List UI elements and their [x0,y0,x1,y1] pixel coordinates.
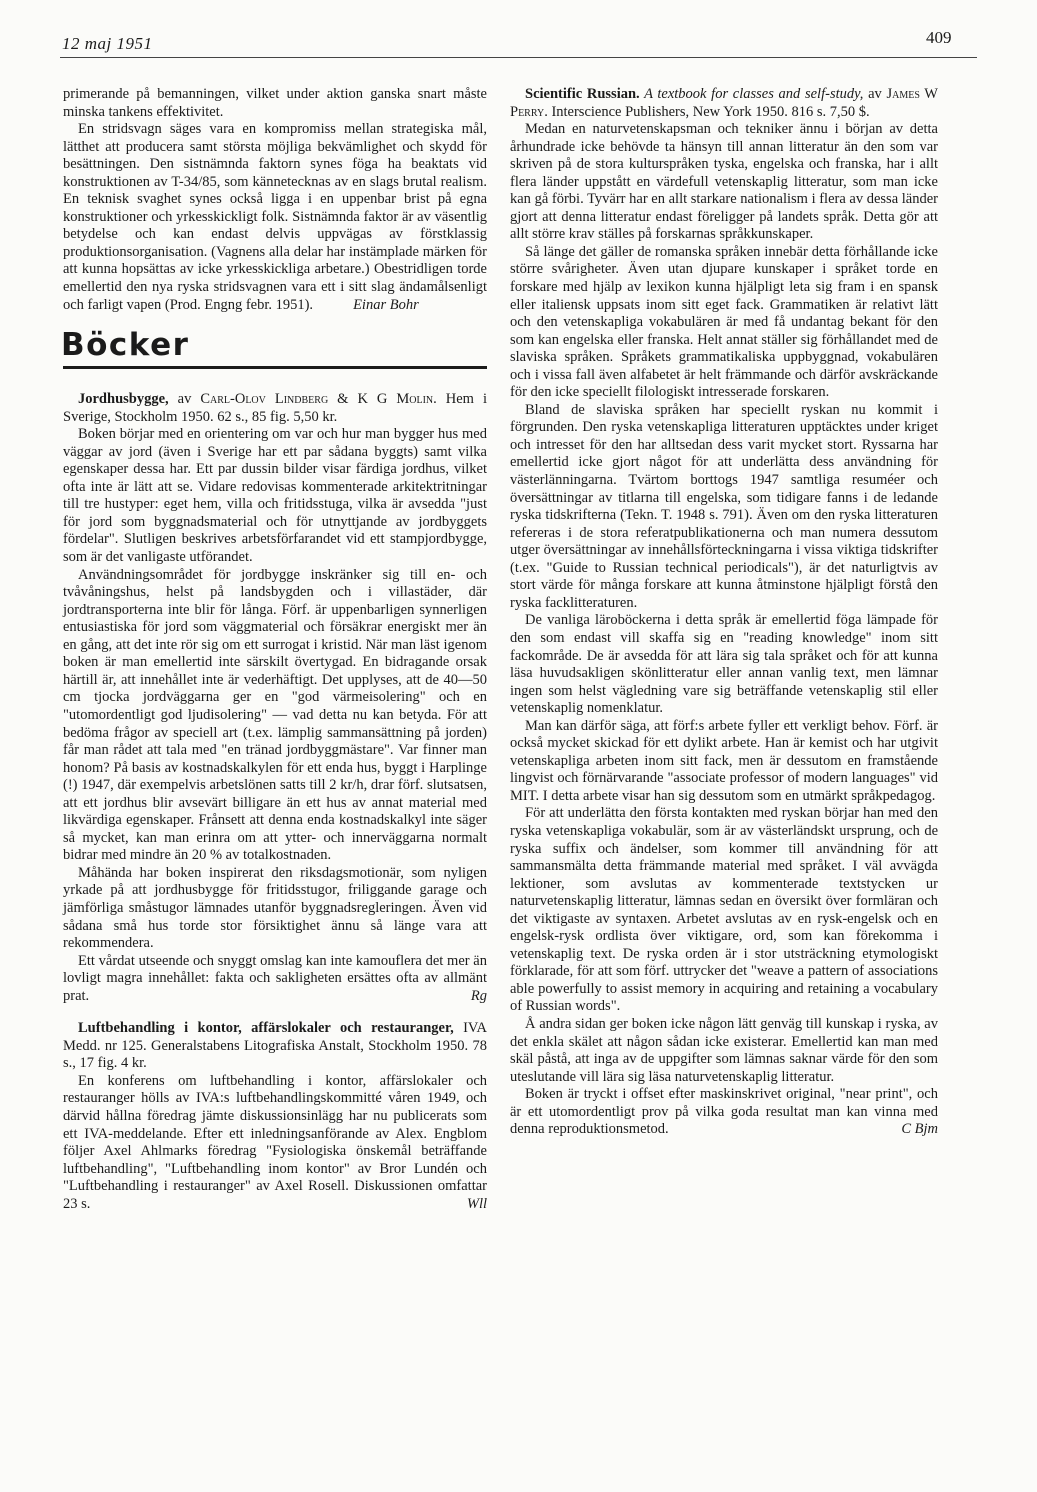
book-title: Scientific Russian. [525,86,640,102]
section-rule [63,366,487,369]
review-heading-luftbehandling [63,1020,487,1073]
book-title: Luftbehandling i kontor, affärslokaler och restauranger, [78,1020,454,1037]
review-paragraph [63,953,487,1006]
review-heading-jordhusbygge [63,391,487,426]
right-column [510,86,938,1139]
review-paragraph [63,1073,487,1213]
review-heading-scientific-russian [510,86,938,121]
left-column [63,86,487,1213]
header-date: 12 maj 1951 [62,34,153,53]
review-paragraph: För att underlätta den första kontakten med ryskan börjar han med den ryska vetenskapliga vokabulär, som är av västerländskt ursprung, och de ryska suffix och ändelser, som kommer till användning för att sammansmälta detta främmande material med språket. I väl avvägda lektioner, som avslutas av kommenterade textstycken ur naturvetenskaplig litteratur, lämnas sedan en översikt över formläran och det viktigaste av syntaxen. Arbetet avslutas av en rysk-engelsk och en engelsk-rysk ordlista över viktigare, ord, som kan förekomma i vetenskaplig text. De ryska orden är i stor utsträckning etymologiskt förklarade, för att som förf. uttrycker det "weave a pattern of associations able powerfully to assist memory in acquiring and retaining a vocabulary of Russian words". [510,805,938,1015]
publication-info: IVA Medd. nr 125. Generalstabens Litografiska Anstalt, Stockholm 1950. 78 s., 17 fig. 4 kr. [63,1020,488,1072]
signature-einar-bohr: Einar Bohr [353,296,419,313]
byline-prefix: av [168,391,201,408]
review-paragraph: Måhända har boken inspirerat den riksdagsmotionär, som nyligen yrkade på att jordhusbygge för fritidsstugor, friliggande garage och jämförliga småstugor lämnades utanför byggnadsregleringen. Även vid sådana små hus torde stor försiktighet ännu så länge vara att rekommendera. [63,864,487,952]
signature-rg: Rg [470,987,487,1004]
section-title-bocker: Böcker [61,327,190,364]
book-subtitle: A textbook for classes and self-study, [639,86,864,102]
header-rule [60,57,977,58]
byline-prefix: av [863,86,887,102]
review-paragraph-text: En konferens om luftbehandling i kontor, affärslokaler och restauranger hölls av IVA:s luftbehandlingskommitté våren 1949, och därvid hållna föredrag jämte diskussionsinlägg har nu publicerats som ett IVA-meddelande. Efter ett inledningsanförande av Alex. Engblom följer Axel Ahlmarks föredrag "Fysiologiska önskemål beträffande luftbehandling", "Luftbehandling inom kontor" av Bror Lundén och "Luftbehandling i restauranger" av Axel Rosell. Diskussionen omfattar 23 s. [63,1072,487,1212]
publication-info: . Interscience Publishers, New York 1950. 816 s. 7,50 $. [544,103,870,120]
review-paragraph: De vanliga läroböckerna i detta språk är emellertid föga lämpade för den som endast vill skaffa sig en "reading knowledge" inom sitt fackområde. De är avsedda för att lära sig tala språket och för att kunna läsa huvudsakligen skönlitteratur eller annan vanlig text, men lämnar ingen som helst vägledning vare sig beträffande vetenskaplig stil eller vetenskaplig nomenklatur. [510,612,938,717]
review-paragraph [510,1086,938,1139]
spacer [63,1005,487,1020]
review-paragraph: Boken börjar med en orientering om var och hur man bygger hus med väggar av jord (även i Sverige har ett par sådana byggts) samt vilka egenskaper dessa har. Ett par dussin bilder visar färdiga jordhus, vilket ofta inte är lätt att se. Vidare redovisas kommenterade arkitektritningar till tre hustyper: eget hem, villa och fritidsstuga, vilka är avsedda "just för jord som byggnadsmaterial och för utnyttjande av jordbyggets fördelar". Slutligen beskrives arbetsförfarandet vid ett stampjordbygge, som är det vanligaste utförandet. [63,426,487,566]
review-paragraph-text: Ett vårdat utseende och snyggt omslag kan inte kamouflera det mer än lovligt magra innehållet: fakta och sakligheten ersättes ofta av allmänt prat. [63,952,487,1004]
tank-paragraph [63,121,487,314]
publication-info: . Hem i Sverige, Stockholm 1950. 62 s., 85 fig. 5,50 kr. [63,391,487,425]
book-authors: Carl-Olov Lindberg & K G Molin [200,391,434,408]
continuation-paragraph: primerande på bemanningen, vilket under aktion ganska snart måste minska tankens effektivitet. [63,86,487,120]
review-paragraph: Man kan därför säga, att förf:s arbete fyller ett verkligt behov. Förf. är också mycket skickad för ett dylikt arbete. Han är kemist och har utgivit vetenskapliga arbeten inom sitt fack, men är dessutom en framstående lingvist och förnärvarande "associate professor of modern languages" vid MIT. I detta arbete visar han sig dessutom som en utmärkt språkpedagog. [510,717,938,804]
review-paragraph-text: Boken är tryckt i offset efter maskinskrivet original, "near print", och är ett utomordentligt prov på vilka goda resultat man kan vinna med denna reproduktionsmetod. [510,1086,938,1138]
review-paragraph: Användningsområdet för jordbygge inskränker sig till en- och tvåvåningshus, helst på landsbygden och i villastäder, där jordtransporterna inte blir för långa. Förf. är uppenbarligen synnerligen entusiastiska för jord som väggmaterial och försäkrar energiskt mer än en gång, att det inte rör sig om ett surrogat i kristid. När man läst igenom boken är man emellertid inte särskilt övertygad. En bidragande orsak härtill är, att innehållet inte är vederhäftigt. Det upplyses, att de 40—50 cm tjocka jordväggarna ger en "god värmeisolering" och en "utomordentligt god ljudisolering" — vad detta nu kan betyda. För att bedöma frågor av speciell art (t.ex. lämplig sammansättning på jorden) får man rådet att tala med "en tränad jordbyggmästare". Var finner man honom? På basis av kostnadskalkylen för ett enda hus, byggt i Harplinge (!) 1947, där exempelvis arbetslönen satts till 2 kr/h, drar förf. slutsatsen, att ett jordhus blir avsevärt billigare än ett hus av annat material med likvärdiga egenskaper. Frånsett att denna enda kostnadskalkyl inte säger så mycket, kan man erinra om att ytter- och innerväggarna normalt bidrar med mindre än 20 % av totalkostnaden. [63,566,487,864]
review-paragraph: Så länge det gäller de romanska språken innebär detta förhållande icke större svårigheter. Även utan djupare kunskaper i språket torde en forskare med hjälp av lexikon kunna hjälpligt leta sig fram i en spansk eller italiensk uppsats inom sitt eget fack. Grammatiken är relativt lätt och den vetenskapliga vokabulären är med få undantag bekant för den som kan engelska eller franska. Helt annat ställer sig förhållandet med de slaviska språken. Språkets grammatikaliska uppbyggnad, vokabulären och i vissa fall även alfabetet är helt främmande och därför avskräckande för den icke speciellt filologiskt intresserade forskaren. [510,243,938,401]
review-paragraph: Å andra sidan ger boken icke någon lätt genväg till kunskap i ryska, av det enkla skälet att någon sådan icke existerar. Emellertid kan man med skäl påstå, att inga av de uppgifter som lämnas saknar värde för den som uteslutande vill lära sig läsa naturvetenskaplig litteratur. [510,1015,938,1085]
book-author: James W Perry [510,86,938,120]
signature-c-bjm: C Bjm [901,1121,938,1138]
signature-wll: Wll [466,1195,487,1212]
page-number: 409 [926,28,952,47]
tank-paragraph-text: En stridsvagn säges vara en kompromiss mellan strategiska mål, lätthet att producera samt största möjliga bekvämlighet och skydd för besättningen. Den sistnämnda faktorn synes föga ha beaktats vid konstruktionen av T-34/85, som kännetecknas av en slags brutal realism. En teknisk svaghet synes också ligga i en uppenbar brist på egna konstruktioner och yrkesskickligt folk. Sistnämnda faktor är av väsentlig betydelse och kan endast delvis uppvägas av förstklassig produktionsorganisation. (Vagnens alla delar har instämplade märken för att kunna hopsättas av icke yrkesskickliga arbetare.) Obestridligen torde emellertid den nya ryska stridsvagnen vara ett i sitt slag ändamålsenligt och farligt vapen (Prod. Engng febr. 1951). [63,121,487,313]
review-paragraph: Bland de slaviska språken har speciellt ryskan nu kommit i förgrunden. Den ryska vetenskapliga litteraturen upptäcktes under kriget och intresset för den har alltsedan dess varit mycket stort. Ryssarna har emellertid icke gjort något för att underlätta dess användning för västerlänningarna. Tvärtom borttogs 1947 samtliga resuméer och översättningar av titlarna till engelska, som tidigare fanns i de ledande ryska tidskrifterna (Tekn. T. 1948 s. 791). Även om den ryska litteraturen refereras i de stora referatpublikationerna och man numera dessutom utger översättningar av innehållsförteckningarna i vissa viktiga tidskrifter (t.ex. "Guide to Russian technical periodicals"), är det naturligtvis av stort värde för många forskare att kunna åtminstone hjälpligt förstå den ryska facklitteraturen. [510,401,938,611]
review-paragraph: Medan en naturvetenskapsman och tekniker ännu i början av detta århundrade icke behövde ta hänsyn till annan litteratur än den som var skriven på de stora kulturspråken tyska, engelska och franska, har i allt flera länder uppstått en värdefull vetenskaplig litteratur, som man icke kan gå förbi. Tyvärr har en allt starkare nationalism i flera av dessa länder gjort att denna litteratur endast föreligger på landets språk. Detta gör att allt större krav ställes på forskarnas språkkunskaper. [510,121,938,243]
book-title: Jordhusbygge, [78,391,169,408]
